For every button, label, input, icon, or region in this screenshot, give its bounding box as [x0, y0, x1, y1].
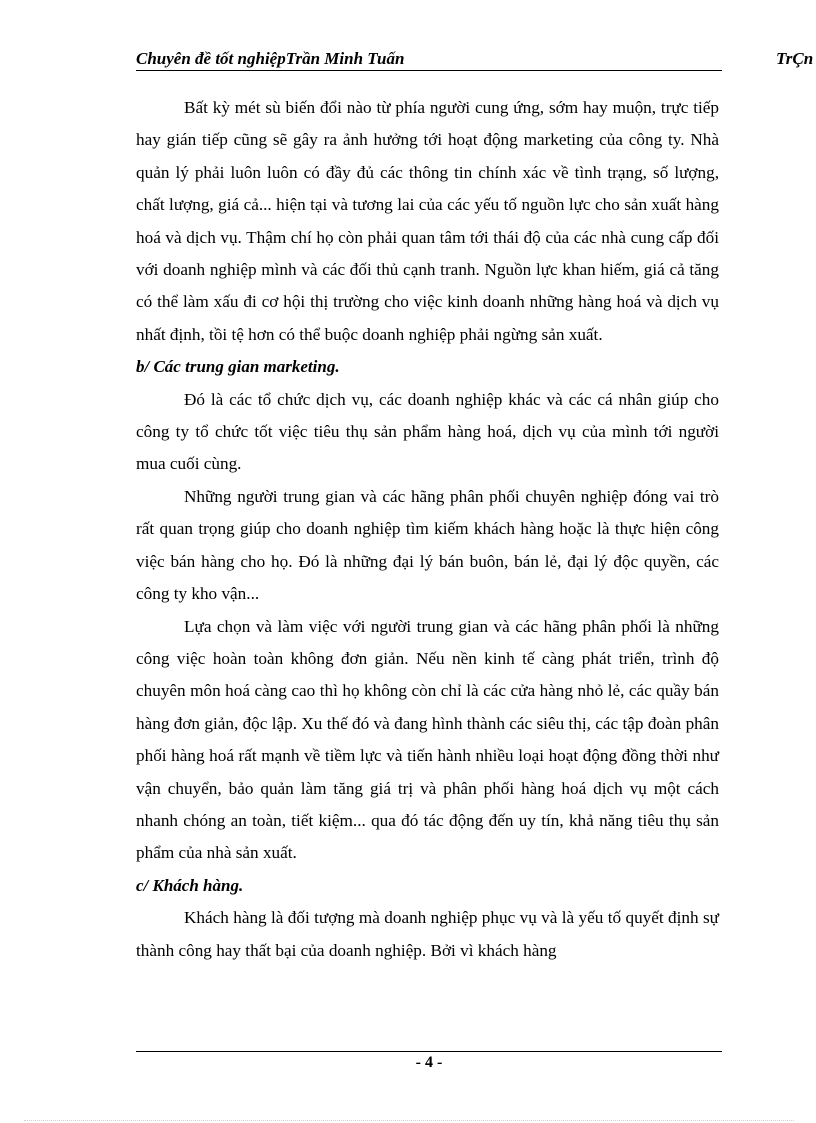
footer-divider	[136, 1051, 722, 1052]
header-divider	[136, 70, 722, 71]
section-heading-customers: c/ Khách hàng.	[136, 875, 244, 895]
paragraph-customers: Khách hàng là đối tượng mà doanh nghiệp phục vụ và là yếu tố quyết định sự thành công hay thất bại của doanh nghiệp. Bởi vì khách hàng	[136, 908, 719, 960]
section-heading-intermediaries: b/ Các trung gian marketing.	[136, 357, 340, 377]
paragraph-intermediaries-selection: Lựa chọn và làm việc với người trung gian và các hãng phân phối là những công việc hoàn toàn không đơn giản. Nếu nền kinh tế càng phát triển, trình độ chuyên môn hoá càng cao thì họ không còn chỉ là các cửa hàng nhỏ lẻ, các quầy bán hàng đơn giản, độc lập. Xu thế đó và đang hình thành các siêu thị, các tập đoàn phân phối hàng hoá rất mạnh về tiềm lực và tiến hành nhiều loại hoạt động đồng thời như vận chuyển, bảo quản làm tăng giá trị và phân phối hàng hoá dịch vụ một cách nhanh chóng an toàn, tiết kiệm... qua đó tác động đến uy tín, khả năng tiêu thụ sản phẩm của nhà sản xuất.	[136, 616, 719, 863]
document-body	[136, 92, 719, 967]
page-bottom-dotted-line	[24, 1120, 794, 1121]
running-header-cut-text: TrÇn	[776, 49, 814, 68]
page-number: - 4 -	[415, 1054, 443, 1071]
paragraph-suppliers: Bất kỳ mét sù biến đổi nào từ phía người cung ứng, sớm hay muộn, trực tiếp hay gián tiếp cũng sẽ gây ra ảnh hưởng tới hoạt động marketing của công ty. Nhà quản lý phải luôn luôn có đầy đủ các thông tin chính xác về tình trạng, số lượng, chất lượng, giá cả... hiện tại và tương lai của các yếu tố nguồn lực cho sản xuất hàng hoá và dịch vụ. Thậm chí họ còn phải quan tâm tới thái độ của các nhà cung cấp đối với doanh nghiệp mình và các đối thủ cạnh tranh. Nguồn lực khan hiếm, giá cả tăng có thể làm xấu đi cơ hội thị trường cho việc kinh doanh những hàng hoá và dịch vụ nhất định, tồi tệ hơn có thể buộc doanh nghiệp phải ngừng sản xuất.	[136, 98, 719, 344]
running-header-title: Chuyên đề tốt nghiệpTrần Minh Tuấn	[136, 49, 405, 68]
paragraph-intermediaries-role: Những người trung gian và các hãng phân phối chuyên nghiệp đóng vai trò rất quan trọng giúp cho doanh nghiệp tìm kiếm khách hàng hoặc là thực hiện công việc bán hàng cho họ. Đó là những đại lý bán buôn, bán lẻ, đại lý độc quyền, các công ty kho vận...	[136, 486, 719, 604]
paragraph-intermediaries-definition: Đó là các tổ chức dịch vụ, các doanh nghiệp khác và các cá nhân giúp cho công ty tổ chức tốt việc tiêu thụ sản phẩm hàng hoá, dịch vụ của mình tới người mua cuối cùng.	[136, 389, 719, 474]
